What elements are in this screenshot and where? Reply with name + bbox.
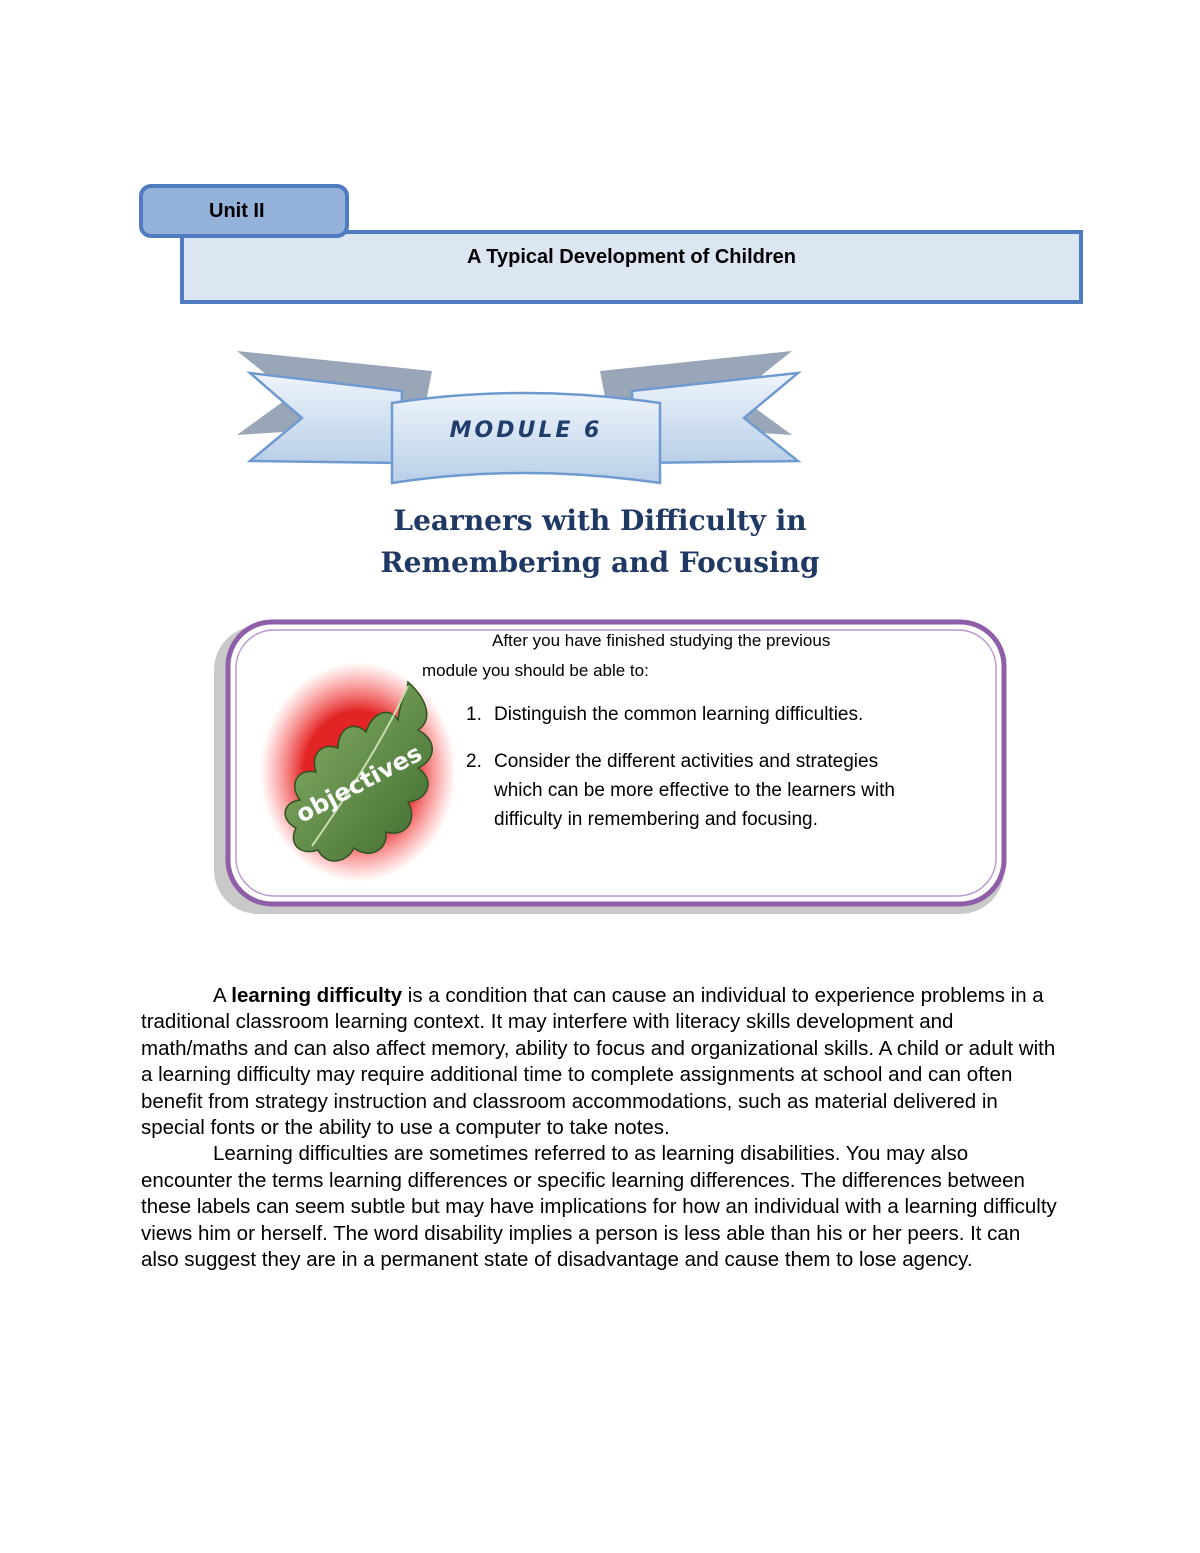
unit-tab-label: Unit II [209,200,265,222]
paragraph-1-rest: is a condition that can cause an individual to experience problems in a traditional classroom learning context. It may interfere with literacy skills development and math/maths and can also affect memory, ability to focus and organizational skills. A child or adult with a learning difficulty may require additional time to complete assignments at school and can often benefit from strategy instruction and classroom accommodations, such as material delivered in special fonts or the ability to use a computer to take notes. [141,984,1056,1140]
paragraph-1 [141,983,1061,1141]
objective-number: 2. [466,751,482,772]
objectives-intro-line2: module you should be able to: [422,661,649,680]
module-label: MODULE 6 [449,418,603,443]
objectives-leaf-label: objectives [291,738,427,829]
unit-title: A Typical Development of Children [467,246,796,268]
unit-title-box [180,230,1083,304]
key-term: learning difficulty [231,984,403,1007]
objective-item [466,747,906,834]
objectives-intro-line1: After you have finished studying the previous [492,631,831,650]
module-title-line2: Remembering and Focusing [380,546,820,579]
objective-number: 1. [466,704,482,725]
body-text [141,983,1061,1273]
paragraph-1-prefix: A [213,984,232,1007]
module-title [200,500,1000,584]
paragraph-2: Learning difficulties are sometimes referred to as learning disabilities. You may also encounter the terms learning differences or specific learning differences. The differences between these labels can seem subtle but may have implications for how an individual with a learning difficulty views him or herself. The word disability implies a person is less able than his or her peers. It can also suggest they are in a permanent state of disadvantage and cause them to lose agency. [141,1142,1057,1272]
objective-text: Consider the different activities and strategies which can be more effective to the learners with difficulty in remembering and focusing. [494,751,895,830]
objectives-intro [422,626,942,686]
objectives-list [466,700,906,852]
objective-item [466,700,906,729]
module-title-line1: Learners with Difficulty in [393,504,807,537]
unit-tab [139,184,349,238]
oak-leaf-icon [258,660,458,885]
objective-text: Distinguish the common learning difficulties. [494,704,864,725]
